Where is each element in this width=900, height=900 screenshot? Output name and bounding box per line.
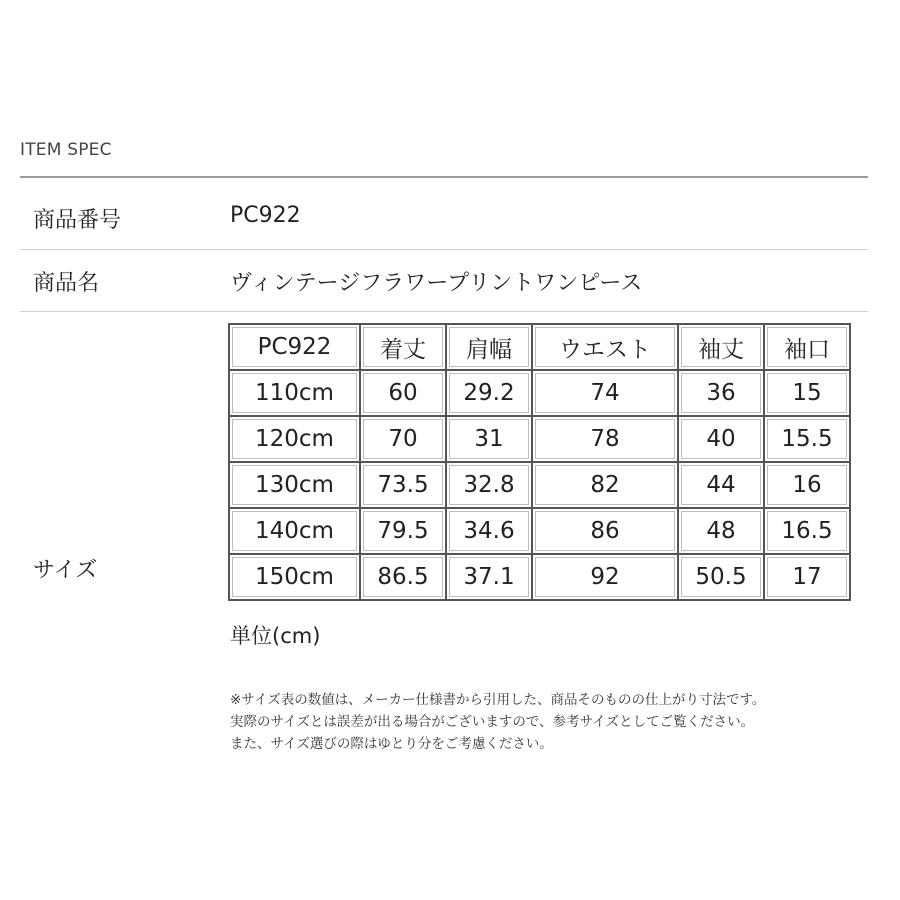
size-table-row <box>229 462 850 508</box>
table-cell: 32.8 <box>446 462 532 508</box>
table-cell: 74 <box>532 370 678 416</box>
unit-note: 単位(cm) <box>230 624 321 648</box>
table-cell: 60 <box>360 370 446 416</box>
header-cell-length: 着丈 <box>360 324 446 370</box>
table-cell: 29.2 <box>446 370 532 416</box>
table-cell: 120cm <box>229 416 360 462</box>
size-table-header-row <box>229 324 850 370</box>
table-cell: 86.5 <box>360 554 446 600</box>
note-line: 実際のサイズとは誤差が出る場合がございますので、参考サイズとしてご覧ください。 <box>230 714 755 730</box>
size-table-row <box>229 416 850 462</box>
header-cell-waist: ウエスト <box>532 324 678 370</box>
table-cell: 130cm <box>229 462 360 508</box>
table-cell: 37.1 <box>446 554 532 600</box>
size-notes <box>230 689 765 755</box>
table-cell: 73.5 <box>360 462 446 508</box>
table-cell: 44 <box>678 462 764 508</box>
note-line: ※サイズ表の数値は、メーカー仕様書から引用した、商品そのものの仕上がり寸法です。 <box>230 692 766 708</box>
row-divider <box>20 311 868 312</box>
header-cell-shoulder: 肩幅 <box>446 324 532 370</box>
table-cell: 92 <box>532 554 678 600</box>
note-line: また、サイズ選びの際はゆとり分をご考慮ください。 <box>230 736 553 752</box>
size-table-row <box>229 508 850 554</box>
product-code-label: 商品番号 <box>33 208 122 233</box>
table-cell: 48 <box>678 508 764 554</box>
size-table-row <box>229 370 850 416</box>
size-table <box>228 323 851 601</box>
section-title: ITEM SPEC <box>20 140 112 160</box>
table-cell: 82 <box>532 462 678 508</box>
product-code-value: PC922 <box>230 203 301 228</box>
table-cell: 34.6 <box>446 508 532 554</box>
size-label: サイズ <box>33 558 98 583</box>
table-cell: 15 <box>764 370 850 416</box>
header-cell-cuff: 袖口 <box>764 324 850 370</box>
table-cell: 36 <box>678 370 764 416</box>
table-cell: 40 <box>678 416 764 462</box>
table-cell: 70 <box>360 416 446 462</box>
size-table-row <box>229 554 850 600</box>
row-divider <box>20 249 868 250</box>
table-cell: 31 <box>446 416 532 462</box>
table-cell: 16 <box>764 462 850 508</box>
table-cell: 79.5 <box>360 508 446 554</box>
product-name-label: 商品名 <box>33 271 100 296</box>
section-divider-heavy <box>20 176 868 178</box>
table-cell: 78 <box>532 416 678 462</box>
table-cell: 50.5 <box>678 554 764 600</box>
header-cell-sleeve-length: 袖丈 <box>678 324 764 370</box>
table-cell: 16.5 <box>764 508 850 554</box>
table-cell: 15.5 <box>764 416 850 462</box>
table-cell: 150cm <box>229 554 360 600</box>
table-cell: 110cm <box>229 370 360 416</box>
table-cell: 86 <box>532 508 678 554</box>
product-name-value: ヴィンテージフラワープリントワンピース <box>230 271 643 296</box>
header-cell-code: PC922 <box>229 324 360 370</box>
table-cell: 140cm <box>229 508 360 554</box>
table-cell: 17 <box>764 554 850 600</box>
